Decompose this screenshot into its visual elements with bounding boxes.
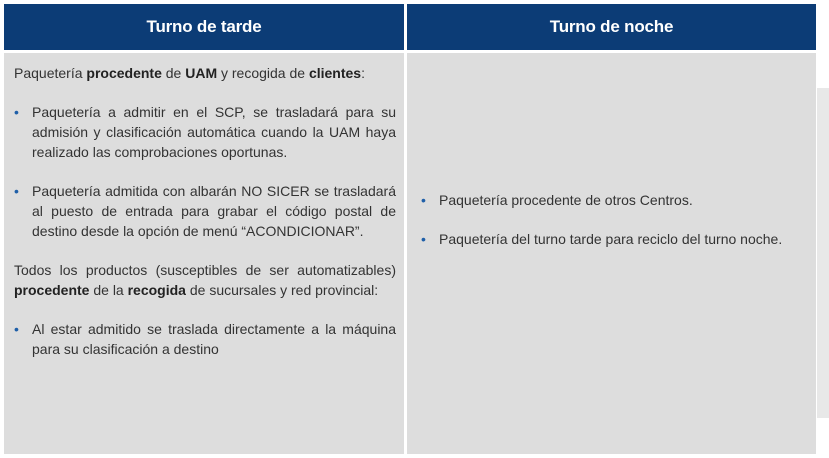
bullet-icon: • — [421, 231, 426, 247]
list-item: • Paquetería procedente de otros Centros. — [421, 192, 693, 208]
list-item: • Al estar admitido se traslada directamente a la máquina para su clasificación a destino — [14, 321, 396, 357]
header-turno-noche: Turno de noche — [407, 4, 816, 50]
list-item: • Paquetería admitida con albarán NO SICER se trasladará al puesto de entrada para grabar el código postal de destino desde la opción de menú “ACONDICIONAR”. — [14, 183, 396, 239]
bullet-icon: • — [14, 183, 19, 199]
bullet-icon: • — [14, 321, 19, 337]
bullet-icon: • — [14, 104, 19, 120]
todos-paragraph: Todos los productos (susceptibles de ser automatizables) procedente de la recogida de sucursales y red provincial: — [14, 262, 396, 298]
intro-paragraph: Paquetería procedente de UAM y recogida de clientes: — [14, 65, 365, 81]
cell-turno-tarde — [4, 50, 407, 454]
cell-turno-noche — [407, 50, 816, 454]
list-item: • Paquetería del turno tarde para reciclo del turno noche. — [421, 231, 783, 247]
shift-table — [4, 4, 816, 454]
background-strip — [817, 88, 829, 418]
list-item: • Paquetería a admitir en el SCP, se trasladará para su admisión y clasificación automática cuando la UAM haya realizado las comprobaciones oportunas. — [14, 104, 396, 160]
header-turno-tarde: Turno de tarde — [4, 4, 407, 50]
bullet-icon: • — [421, 192, 426, 208]
